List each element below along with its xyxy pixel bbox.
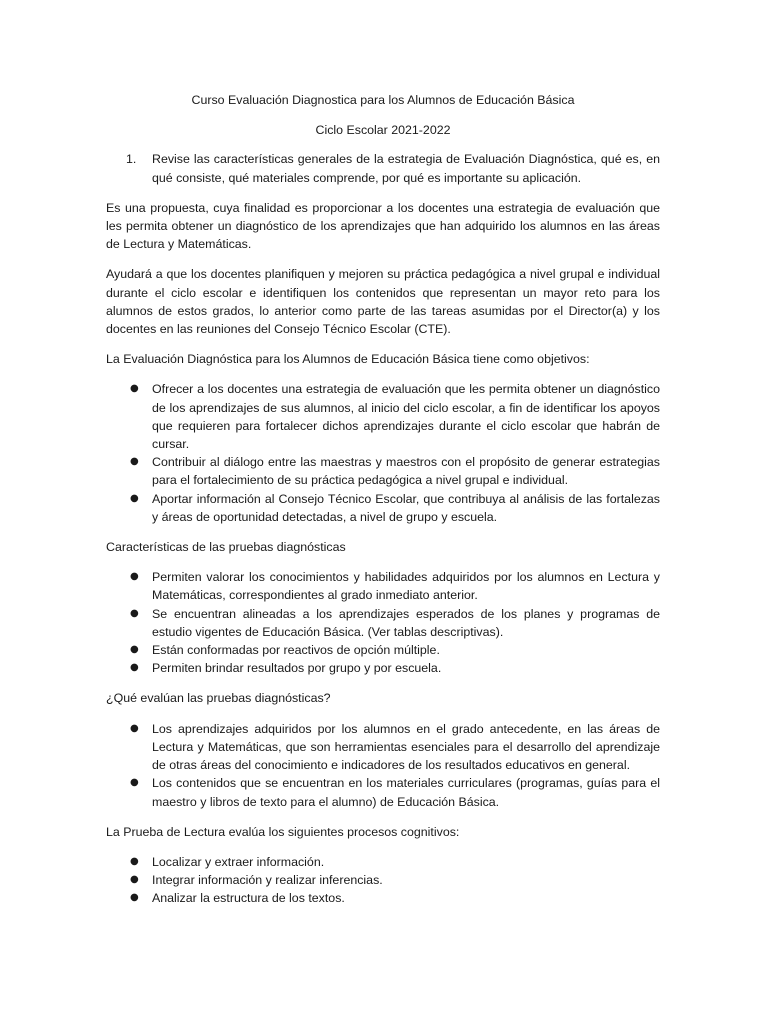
paragraph-intro: Es una propuesta, cuya finalidad es proporcionar a los docentes una estrategia de evaluación que les permita obtener un diagnóstico de los aprendizajes que han adquirido los alumnos en las áreas de Lectura y Matemáticas.	[106, 200, 660, 252]
question-text: Revise las características generales de la estrategia de Evaluación Diagnóstica, qué es, en qué consiste, qué materiales comprende, por qué es importante su aplicación.	[152, 152, 660, 185]
list-item-text: Integrar información y realizar inferencias.	[152, 873, 383, 888]
paragraph-planning: Ayudará a que los docentes planifiquen y mejoren su práctica pedagógica a nivel grupal e individual durante el ciclo escolar e identifiquen los contenidos que representan un mayor reto para los alumnos de estos grados, lo anterior como parte de las tareas asumidas por el Director(a) y los docentes en las reuniones del Consejo Técnico Escolar (CTE).	[106, 267, 660, 337]
list-item-text: Permiten valorar los conocimientos y habilidades adquiridos por los alumnos en Lectura y Matemáticas, correspondientes al grado inmediato anterior.	[152, 570, 660, 603]
question-number: 1.	[126, 152, 137, 167]
reading-heading: La Prueba de Lectura evalúa los siguientes procesos cognitivos:	[106, 824, 460, 839]
bullet-icon: ●	[130, 383, 139, 395]
bullet-icon: ●	[130, 777, 139, 789]
characteristics-heading: Características de las pruebas diagnósticas	[106, 540, 346, 555]
list-item	[106, 490, 660, 526]
paragraph-objectives-heading: La Evaluación Diagnóstica para los Alumnos de Educación Básica tiene como objetivos:	[106, 352, 590, 367]
list-item	[106, 453, 660, 489]
list-item	[106, 774, 660, 810]
list-item	[106, 641, 660, 659]
list-item-text: Permiten brindar resultados por grupo y por escuela.	[152, 661, 442, 676]
bullet-icon: ●	[130, 456, 139, 468]
list-item-text: Aportar información al Consejo Técnico Escolar, que contribuya al análisis de las fortalezas y áreas de oportunidad detectadas, a nivel de grupo y escuela.	[152, 491, 660, 524]
bullet-icon: ●	[130, 571, 139, 583]
objectives-list	[106, 380, 660, 526]
list-item-text: Analizar la estructura de los textos.	[152, 891, 345, 906]
list-item	[106, 889, 660, 907]
list-item-text: Los aprendizajes adquiridos por los alumnos en el grado antecedente, en las áreas de Lectura y Matemáticas, que son herramientas esenciales para el desarrollo del aprendizaje de otras áreas del conocimiento e indicadores de los resultados educativos en general.	[152, 721, 660, 773]
characteristics-list	[106, 568, 660, 677]
bullet-icon: ●	[130, 607, 139, 619]
numbered-question	[106, 150, 660, 186]
list-item	[106, 605, 660, 641]
bullet-icon: ●	[130, 722, 139, 734]
evaluate-heading: ¿Qué evalúan las pruebas diagnósticas?	[106, 691, 331, 706]
document-title: Curso Evaluación Diagnostica para los Alumnos de Educación Básica	[191, 93, 575, 107]
bullet-icon: ●	[130, 874, 139, 886]
list-item	[106, 853, 660, 871]
list-item-text: Ofrecer a los docentes una estrategia de evaluación que les permita obtener un diagnóstico de los aprendizajes de sus alumnos, al inicio del ciclo escolar, a fin de identificar los apoyos que requieren para fortalecer dichos aprendizajes durante el ciclo escolar que habrán de cursar.	[152, 382, 660, 452]
bullet-icon: ●	[130, 855, 139, 867]
list-item	[106, 659, 660, 677]
list-item-text: Localizar y extraer información.	[152, 854, 325, 869]
reading-list	[106, 853, 660, 908]
list-item	[106, 720, 660, 775]
list-item-text: Los contenidos que se encuentran en los materiales curriculares (programas, guías para el maestro y libros de texto para el alumno) de Educación Básica.	[152, 776, 660, 809]
bullet-icon: ●	[130, 492, 139, 504]
list-item	[106, 871, 660, 889]
list-item	[106, 568, 660, 604]
list-item-text: Contribuir al diálogo entre las maestras y maestros con el propósito de generar estrategias para el fortalecimiento de su práctica pedagógica a nivel grupal e individual.	[152, 455, 660, 488]
list-item-text: Están conformadas por reactivos de opción múltiple.	[152, 643, 440, 658]
bullet-icon: ●	[130, 644, 139, 656]
list-item-text: Se encuentran alineadas a los aprendizajes esperados de los planes y programas de estudio vigentes de Educación Básica. (Ver tablas descriptivas).	[152, 606, 660, 639]
document-subtitle: Ciclo Escolar 2021-2022	[315, 123, 451, 138]
bullet-icon: ●	[130, 662, 139, 674]
bullet-icon: ●	[130, 892, 139, 904]
document-page	[106, 91, 660, 920]
list-item	[106, 380, 660, 453]
evaluate-list	[106, 720, 660, 811]
